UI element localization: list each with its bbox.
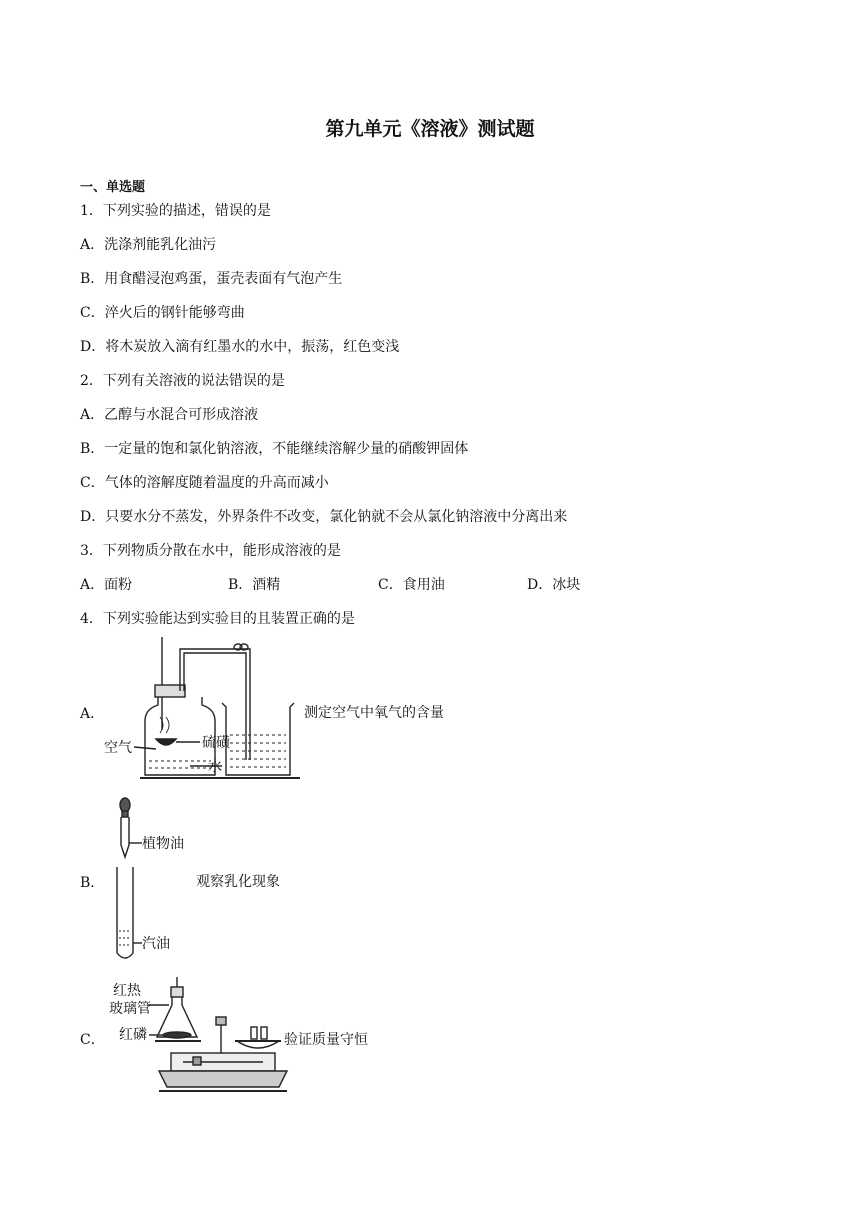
page-title: 第九单元《溶液》测试题 [325, 118, 535, 140]
question-1-option-b: B．用食醋浸泡鸡蛋，蛋壳表面有气泡产生 [80, 271, 343, 287]
mass-conservation-balance-diagram [105, 975, 290, 1100]
question-1-option-d: D．将木炭放入滴有红墨水的水中，振荡，红色变浅 [80, 339, 400, 355]
question-2-stem: 2．下列有关溶液的说法错误的是 [80, 373, 285, 389]
question-4-option-b-caption: 观察乳化现象 [196, 874, 280, 890]
question-4-stem: 4．下列实验能达到实验目的且装置正确的是 [80, 611, 355, 627]
question-4-option-a-letter: A． [80, 706, 105, 722]
question-4-option-a-caption: 测定空气中氧气的含量 [304, 705, 444, 721]
question-2-option-d: D．只要水分不蒸发，外界条件不改变，氯化钠就不会从氯化钠溶液中分离出来 [80, 509, 568, 525]
label-red-hot-line2: 玻璃管 [109, 1001, 151, 1017]
question-3-stem: 3．下列物质分散在水中，能形成溶液的是 [80, 543, 341, 559]
label-red-phosphorus: 红磷 [119, 1027, 147, 1043]
question-3-option-d: D．冰块 [527, 577, 581, 593]
question-1-option-c: C．淬火后的钢针能够弯曲 [80, 305, 245, 321]
question-1-option-a: A．洗涤剂能乳化油污 [80, 237, 217, 253]
question-2-option-c: C．气体的溶解度随着温度的升高而减小 [80, 475, 329, 491]
oxygen-content-apparatus-diagram [100, 635, 310, 785]
question-3-option-b: B．酒精 [228, 577, 281, 593]
label-sulfur: 硫磺 [202, 735, 230, 751]
section-heading: 一、单选题 [80, 180, 146, 195]
question-4-option-c-letter: C． [80, 1032, 105, 1048]
label-vegetable-oil: 植物油 [142, 836, 184, 852]
label-red-hot-line1: 红热 [113, 983, 141, 999]
question-4-option-b-letter: B． [80, 875, 105, 891]
emulsion-test-tube-diagram [100, 795, 210, 965]
question-1-stem: 1．下列实验的描述，错误的是 [80, 203, 271, 219]
question-2-option-b: B．一定量的饱和氯化钠溶液，不能继续溶解少量的硝酸钾固体 [80, 441, 469, 457]
label-air: 空气 [104, 740, 132, 756]
label-water: 水 [208, 759, 222, 775]
question-2-option-a: A．乙醇与水混合可形成溶液 [80, 407, 259, 423]
question-4-option-c-caption: 验证质量守恒 [284, 1032, 368, 1048]
question-3-option-c: C．食用油 [378, 577, 445, 593]
label-gasoline: 汽油 [142, 936, 170, 952]
question-3-option-a: A．面粉 [80, 577, 133, 593]
